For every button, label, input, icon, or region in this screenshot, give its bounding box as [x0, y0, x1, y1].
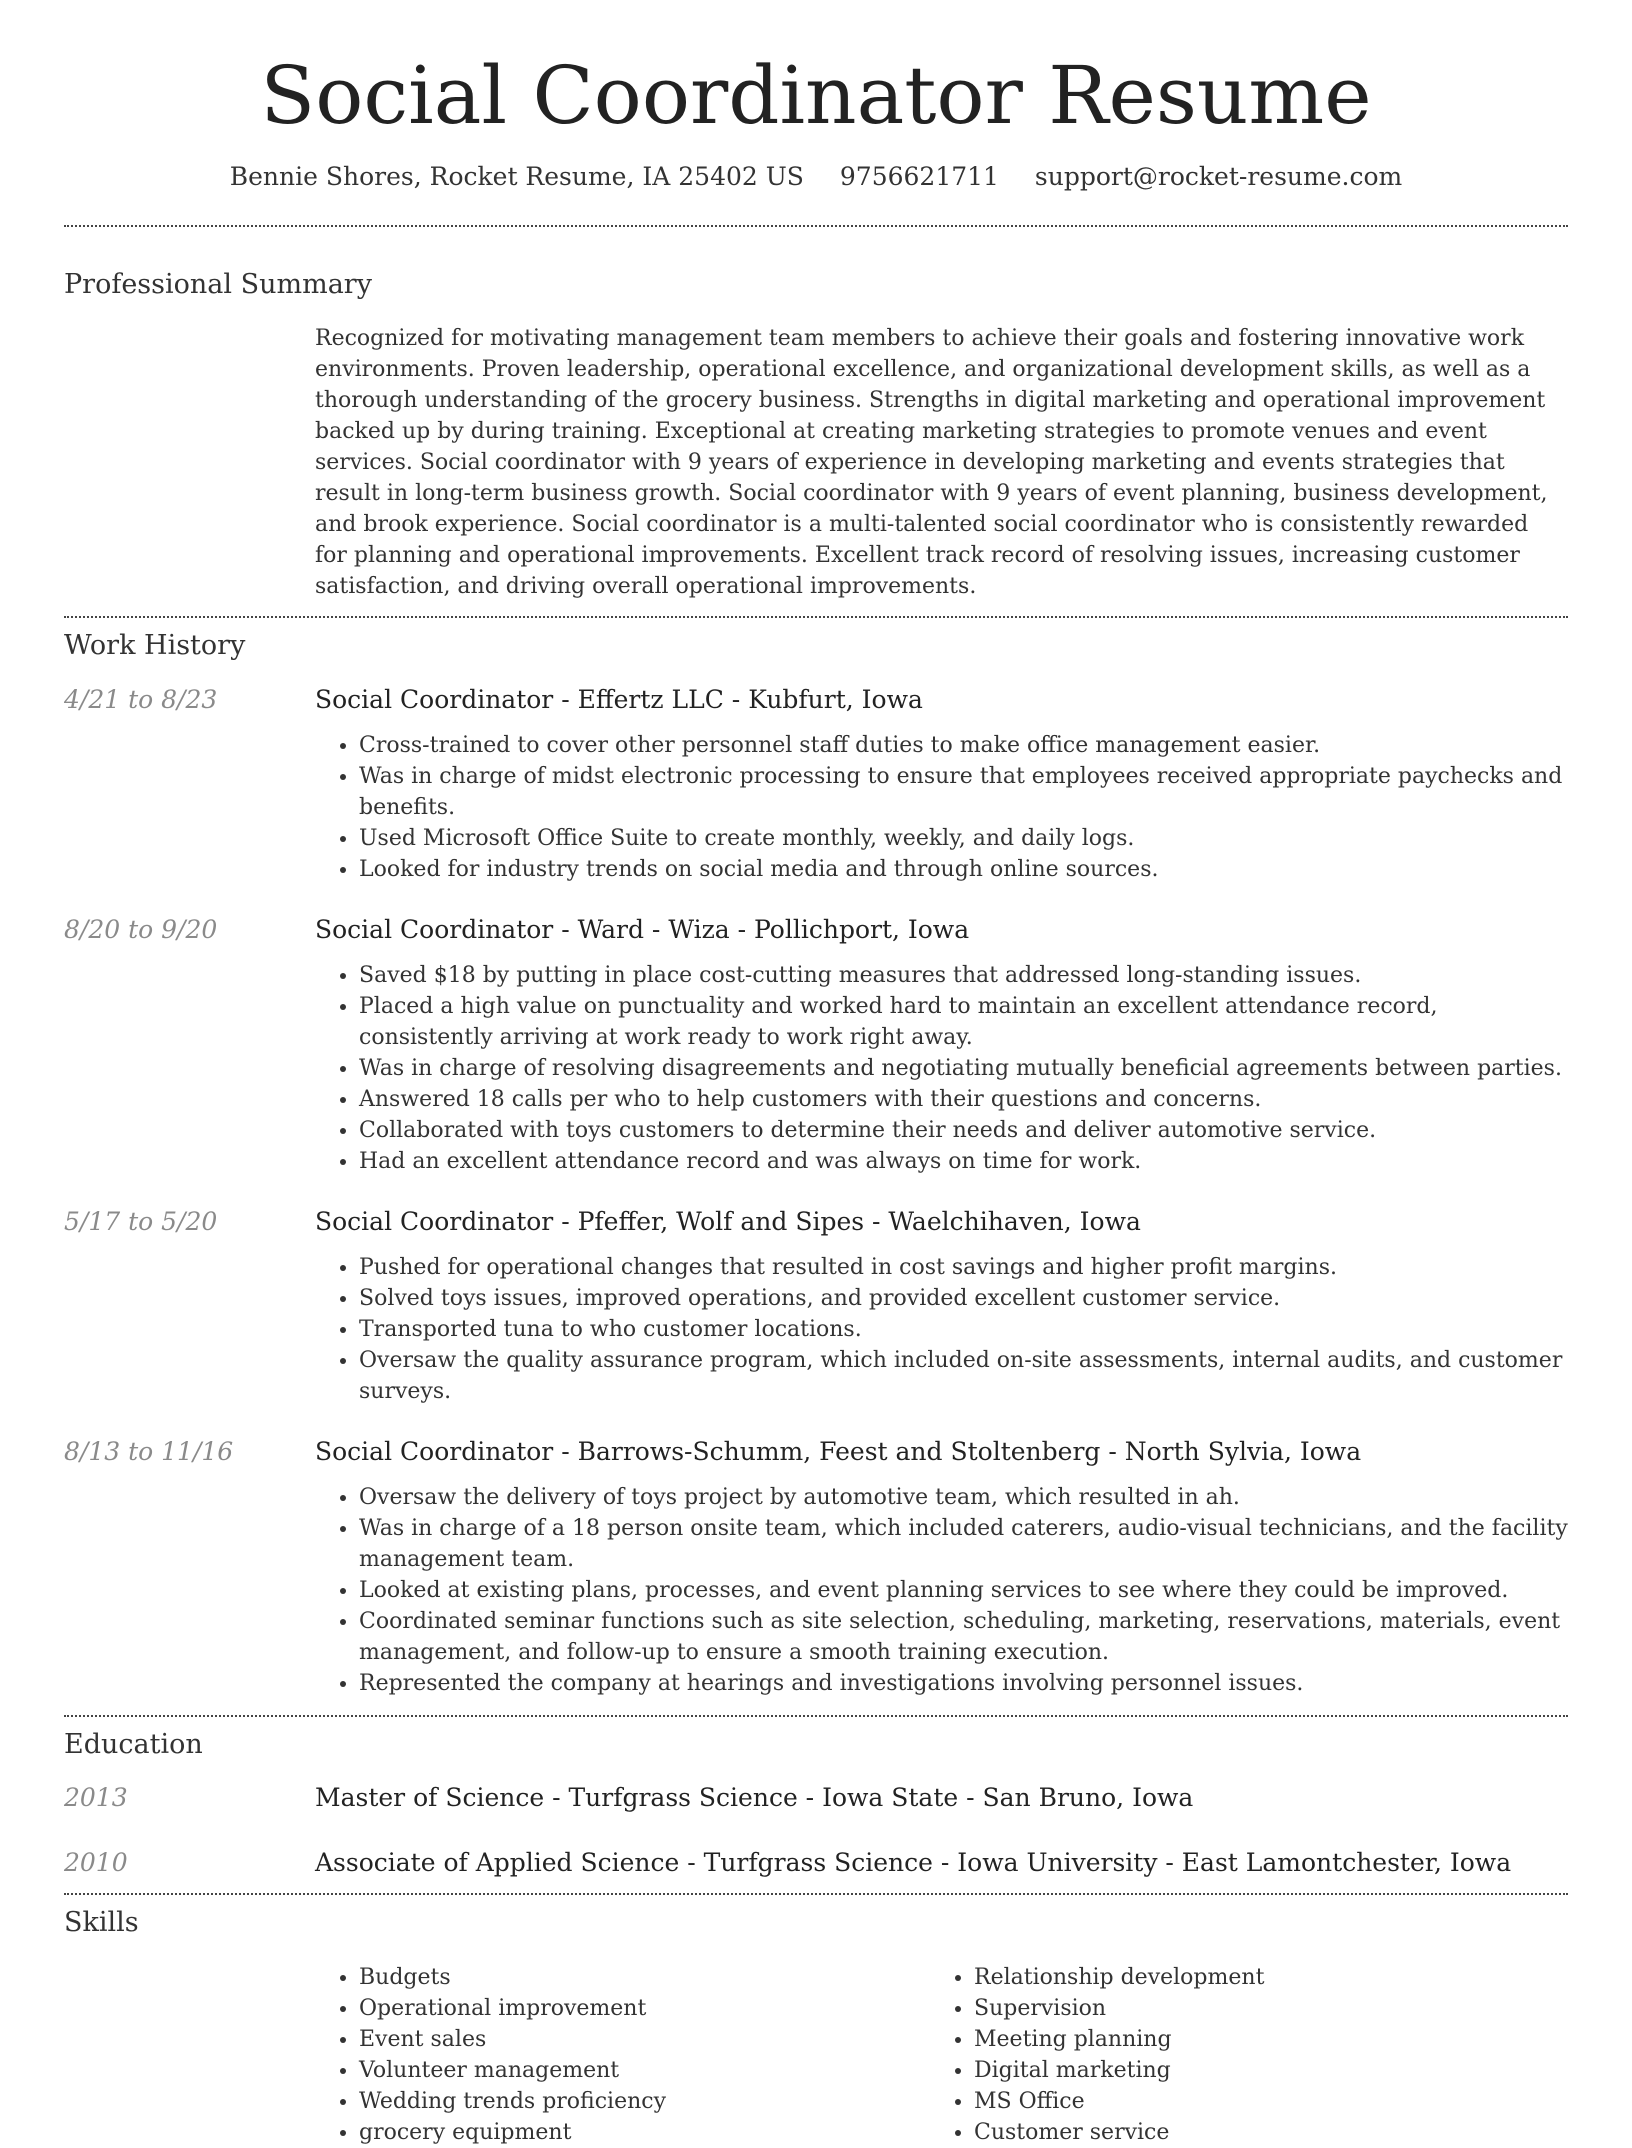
job-title: Social Coordinator - Pfeffer, Wolf and Sipes - Waelchihaven, Iowa	[315, 1206, 1141, 1236]
work-history-heading: Work History	[64, 630, 246, 662]
skills-column-right	[930, 1962, 1545, 2148]
list-item: • Customer service	[974, 2117, 1545, 2148]
list-item: • Transported tuna to who customer locations.	[359, 1314, 1568, 1345]
list-item: • Pushed for operational changes that resulted in cost savings and higher profit margins.	[359, 1252, 1568, 1283]
list-item: • Solved toys issues, improved operations, and provided excellent customer service.	[359, 1283, 1568, 1314]
list-item: • Had an excellent attendance record and was always on time for work.	[359, 1146, 1568, 1177]
education-year: 2013	[64, 1783, 128, 1813]
job-dates: 8/20 to 9/20	[64, 914, 218, 944]
list-item: • Oversaw the quality assurance program, which included on-site assessments, internal audits, and customer surveys.	[359, 1345, 1568, 1407]
education-degree: Associate of Applied Science - Turfgrass Science - Iowa University - East Lamontchester, Iowa	[315, 1848, 1512, 1878]
job-dates: 4/21 to 8/23	[64, 684, 218, 714]
job-entry	[64, 1207, 1568, 1407]
skills-heading: Skills	[64, 1907, 139, 1939]
job-dates: 5/17 to 5/20	[64, 1206, 218, 1236]
list-item: • Was in charge of midst electronic processing to ensure that employees received appropriate paychecks and benefits.	[359, 761, 1568, 823]
section-divider	[64, 616, 1568, 618]
job-entry	[64, 915, 1568, 1177]
job-bullets	[64, 1252, 1568, 1407]
job-entry	[64, 685, 1568, 885]
list-item: • Answered 18 calls per who to help customers with their questions and concerns.	[359, 1084, 1568, 1115]
list-item: • Saved $18 by putting in place cost-cutting measures that addressed long-standing issues.	[359, 960, 1568, 991]
list-item: • Digital marketing	[974, 2055, 1545, 2086]
job-title: Social Coordinator - Barrows-Schumm, Feest and Stoltenberg - North Sylvia, Iowa	[315, 1436, 1362, 1466]
education-entry	[64, 1783, 1568, 1812]
list-item: • Looked for industry trends on social media and through online sources.	[359, 854, 1568, 885]
education-heading: Education	[64, 1728, 203, 1760]
job-dates: 8/13 to 11/16	[64, 1436, 234, 1466]
list-item: • Wedding trends proficiency	[359, 2086, 930, 2117]
list-item: • Operational improvement	[359, 1993, 930, 2024]
education-year: 2010	[64, 1848, 128, 1878]
list-item: • Budgets	[359, 1962, 930, 1993]
list-item: • Collaborated with toys customers to determine their needs and deliver automotive service.	[359, 1115, 1568, 1146]
list-item: • Used Microsoft Office Suite to create monthly, weekly, and daily logs.	[359, 823, 1568, 854]
job-title: Social Coordinator - Effertz LLC - Kubfurt, Iowa	[315, 684, 923, 714]
list-item: • Coordinated seminar functions such as site selection, scheduling, marketing, reservations, materials, event management, and follow-up to ensure a smooth training execution.	[359, 1606, 1568, 1668]
job-entry	[64, 1437, 1568, 1699]
list-item: • Placed a high value on punctuality and worked hard to maintain an excellent attendance record, consistently arriving at work ready to work right away.	[359, 991, 1568, 1053]
job-bullets	[64, 1482, 1568, 1699]
list-item: • Volunteer management	[359, 2055, 930, 2086]
section-divider	[64, 1715, 1568, 1717]
contact-email: support@rocket-resume.com	[1034, 162, 1403, 191]
education-degree: Master of Science - Turfgrass Science - Iowa State - San Bruno, Iowa	[315, 1783, 1194, 1813]
skills-column-left	[315, 1962, 930, 2148]
contact-address: Bennie Shores, Rocket Resume, IA 25402 US	[229, 162, 804, 191]
list-item: • Cross-trained to cover other personnel staff duties to make office management easier.	[359, 730, 1568, 761]
list-item: • Supervision	[974, 1993, 1545, 2024]
skills-list	[315, 1962, 1568, 2148]
list-item: • grocery equipment	[359, 2117, 930, 2148]
resume-page	[64, 0, 1568, 2148]
list-item: • Event sales	[359, 2024, 930, 2055]
summary-heading: Professional Summary	[64, 269, 372, 300]
job-bullets	[64, 730, 1568, 885]
list-item: • Oversaw the delivery of toys project by automotive team, which resulted in ah.	[359, 1482, 1568, 1513]
summary-text: Recognized for motivating management team members to achieve their goals and fostering innovative work environments. Proven leadership, operational excellence, and organizational development skills, as well as a thorough understanding of the grocery business. Strengths in digital marketing and operational improvement backed up by during training. Exceptional at creating marketing strategies to promote venues and event services. Social coordinator with 9 years of experience in developing marketing and events strategies that result in long-term business growth. Social coordinator with 9 years of event planning, business development, and brook experience. Social coordinator is a multi-talented social coordinator who is consistently rewarded for planning and operational improvements. Excellent track record of resolving issues, increasing customer satisfaction, and driving overall operational improvements.	[315, 326, 1548, 600]
contact-phone: 9756621711	[839, 162, 999, 191]
list-item: • Was in charge of resolving disagreements and negotiating mutually beneficial agreements between parties.	[359, 1053, 1568, 1084]
education-entry	[64, 1848, 1568, 1877]
section-divider	[64, 225, 1568, 227]
list-item: • Looked at existing plans, processes, and event planning services to see where they could be improved.	[359, 1575, 1568, 1606]
list-item: • Represented the company at hearings and investigations involving personnel issues.	[359, 1668, 1568, 1699]
list-item: • Meeting planning	[974, 2024, 1545, 2055]
list-item: • Was in charge of a 18 person onsite team, which included caterers, audio-visual technicians, and the facility management team.	[359, 1513, 1568, 1575]
contact-line	[64, 162, 1568, 191]
job-title: Social Coordinator - Ward - Wiza - Pollichport, Iowa	[315, 914, 970, 944]
job-bullets	[64, 960, 1568, 1177]
list-item: • Relationship development	[974, 1962, 1545, 1993]
page-title: Social Coordinator Resume	[260, 49, 1372, 142]
list-item: • MS Office	[974, 2086, 1545, 2117]
section-divider	[64, 1893, 1568, 1895]
